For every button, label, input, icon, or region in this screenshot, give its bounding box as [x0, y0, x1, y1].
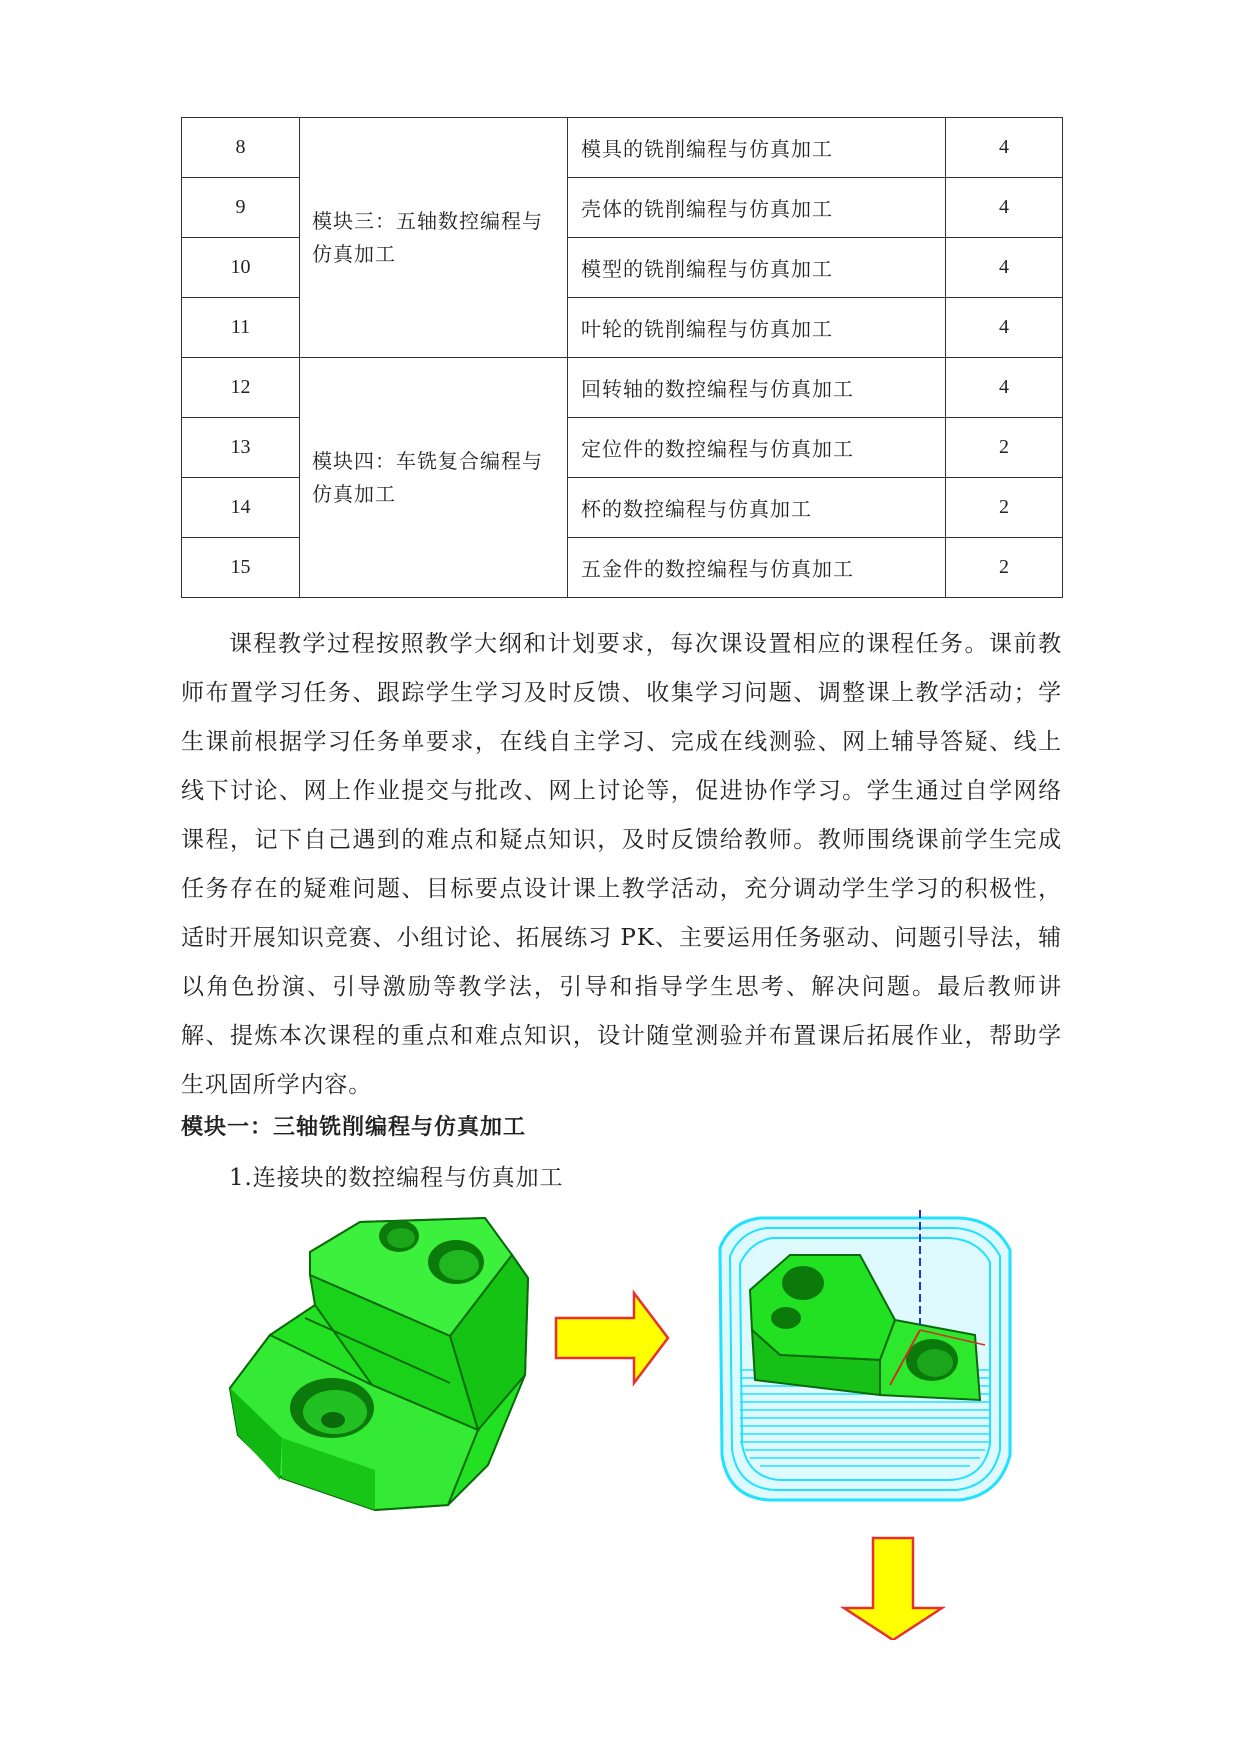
row-title: 杯的数控编程与仿真加工	[568, 478, 946, 538]
row-number: 11	[182, 298, 300, 358]
row-hours: 2	[946, 538, 1063, 598]
row-title: 定位件的数控编程与仿真加工	[568, 418, 946, 478]
row-title: 壳体的铣削编程与仿真加工	[568, 178, 946, 238]
row-number: 13	[182, 418, 300, 478]
row-hours: 4	[946, 238, 1063, 298]
toolpath-simulation	[720, 1210, 1010, 1500]
row-number: 14	[182, 478, 300, 538]
row-number: 12	[182, 358, 300, 418]
course-table	[181, 117, 1063, 598]
section-heading: 模块一：三轴铣削编程与仿真加工	[181, 1115, 527, 1140]
row-title: 模具的铣削编程与仿真加工	[568, 118, 946, 178]
table-row	[182, 118, 1063, 178]
body-paragraph: 课程教学过程按照教学大纲和计划要求，每次课设置相应的课程任务。课前教师布置学习任务、跟踪学生学习及时反馈、收集学习问题、调整课上教学活动；学生课前根据学习任务单要求，在线自主学习、完成在线测验、网上辅导答疑、线上线下讨论、网上作业提交与批改、网上讨论等，促进协作学习。学生通过自学网络课程，记下自己遇到的难点和疑点知识，及时反馈给教师。教师围绕课前学生完成任务存在的疑难问题、目标要点设计课上教学活动，充分调动学生学习的积极性，适时开展知识竞赛、小组讨论、拓展练习 PK、主要运用任务驱动、问题引导法，辅以角色扮演、引导激励等教学法，引导和指导学生思考、解决问题。最后教师讲解、提炼本次课程的重点和难点知识，设计随堂测验并布置课后拓展作业，帮助学生巩固所学内容。	[181, 631, 1062, 1098]
row-hours: 4	[946, 358, 1063, 418]
row-title: 回转轴的数控编程与仿真加工	[568, 358, 946, 418]
module-cell: 模块三：五轴数控编程与仿真加工	[300, 118, 568, 358]
arrow-right-icon	[556, 1293, 668, 1383]
connector-block-model	[230, 1218, 528, 1510]
row-hours: 4	[946, 298, 1063, 358]
row-title: 五金件的数控编程与仿真加工	[568, 538, 946, 598]
row-number: 8	[182, 118, 300, 178]
row-number: 10	[182, 238, 300, 298]
row-title: 模型的铣削编程与仿真加工	[568, 238, 946, 298]
row-hours: 4	[946, 178, 1063, 238]
row-title: 叶轮的铣削编程与仿真加工	[568, 298, 946, 358]
machining-figure	[0, 1200, 1240, 1640]
table-row	[182, 358, 1063, 418]
module-cell: 模块四：车铣复合编程与仿真加工	[300, 358, 568, 598]
row-number: 15	[182, 538, 300, 598]
row-hours: 4	[946, 118, 1063, 178]
row-hours: 2	[946, 478, 1063, 538]
row-number: 9	[182, 178, 300, 238]
row-hours: 2	[946, 418, 1063, 478]
subsection-heading: 1.连接块的数控编程与仿真加工	[229, 1165, 564, 1191]
arrow-down-icon	[844, 1538, 942, 1640]
